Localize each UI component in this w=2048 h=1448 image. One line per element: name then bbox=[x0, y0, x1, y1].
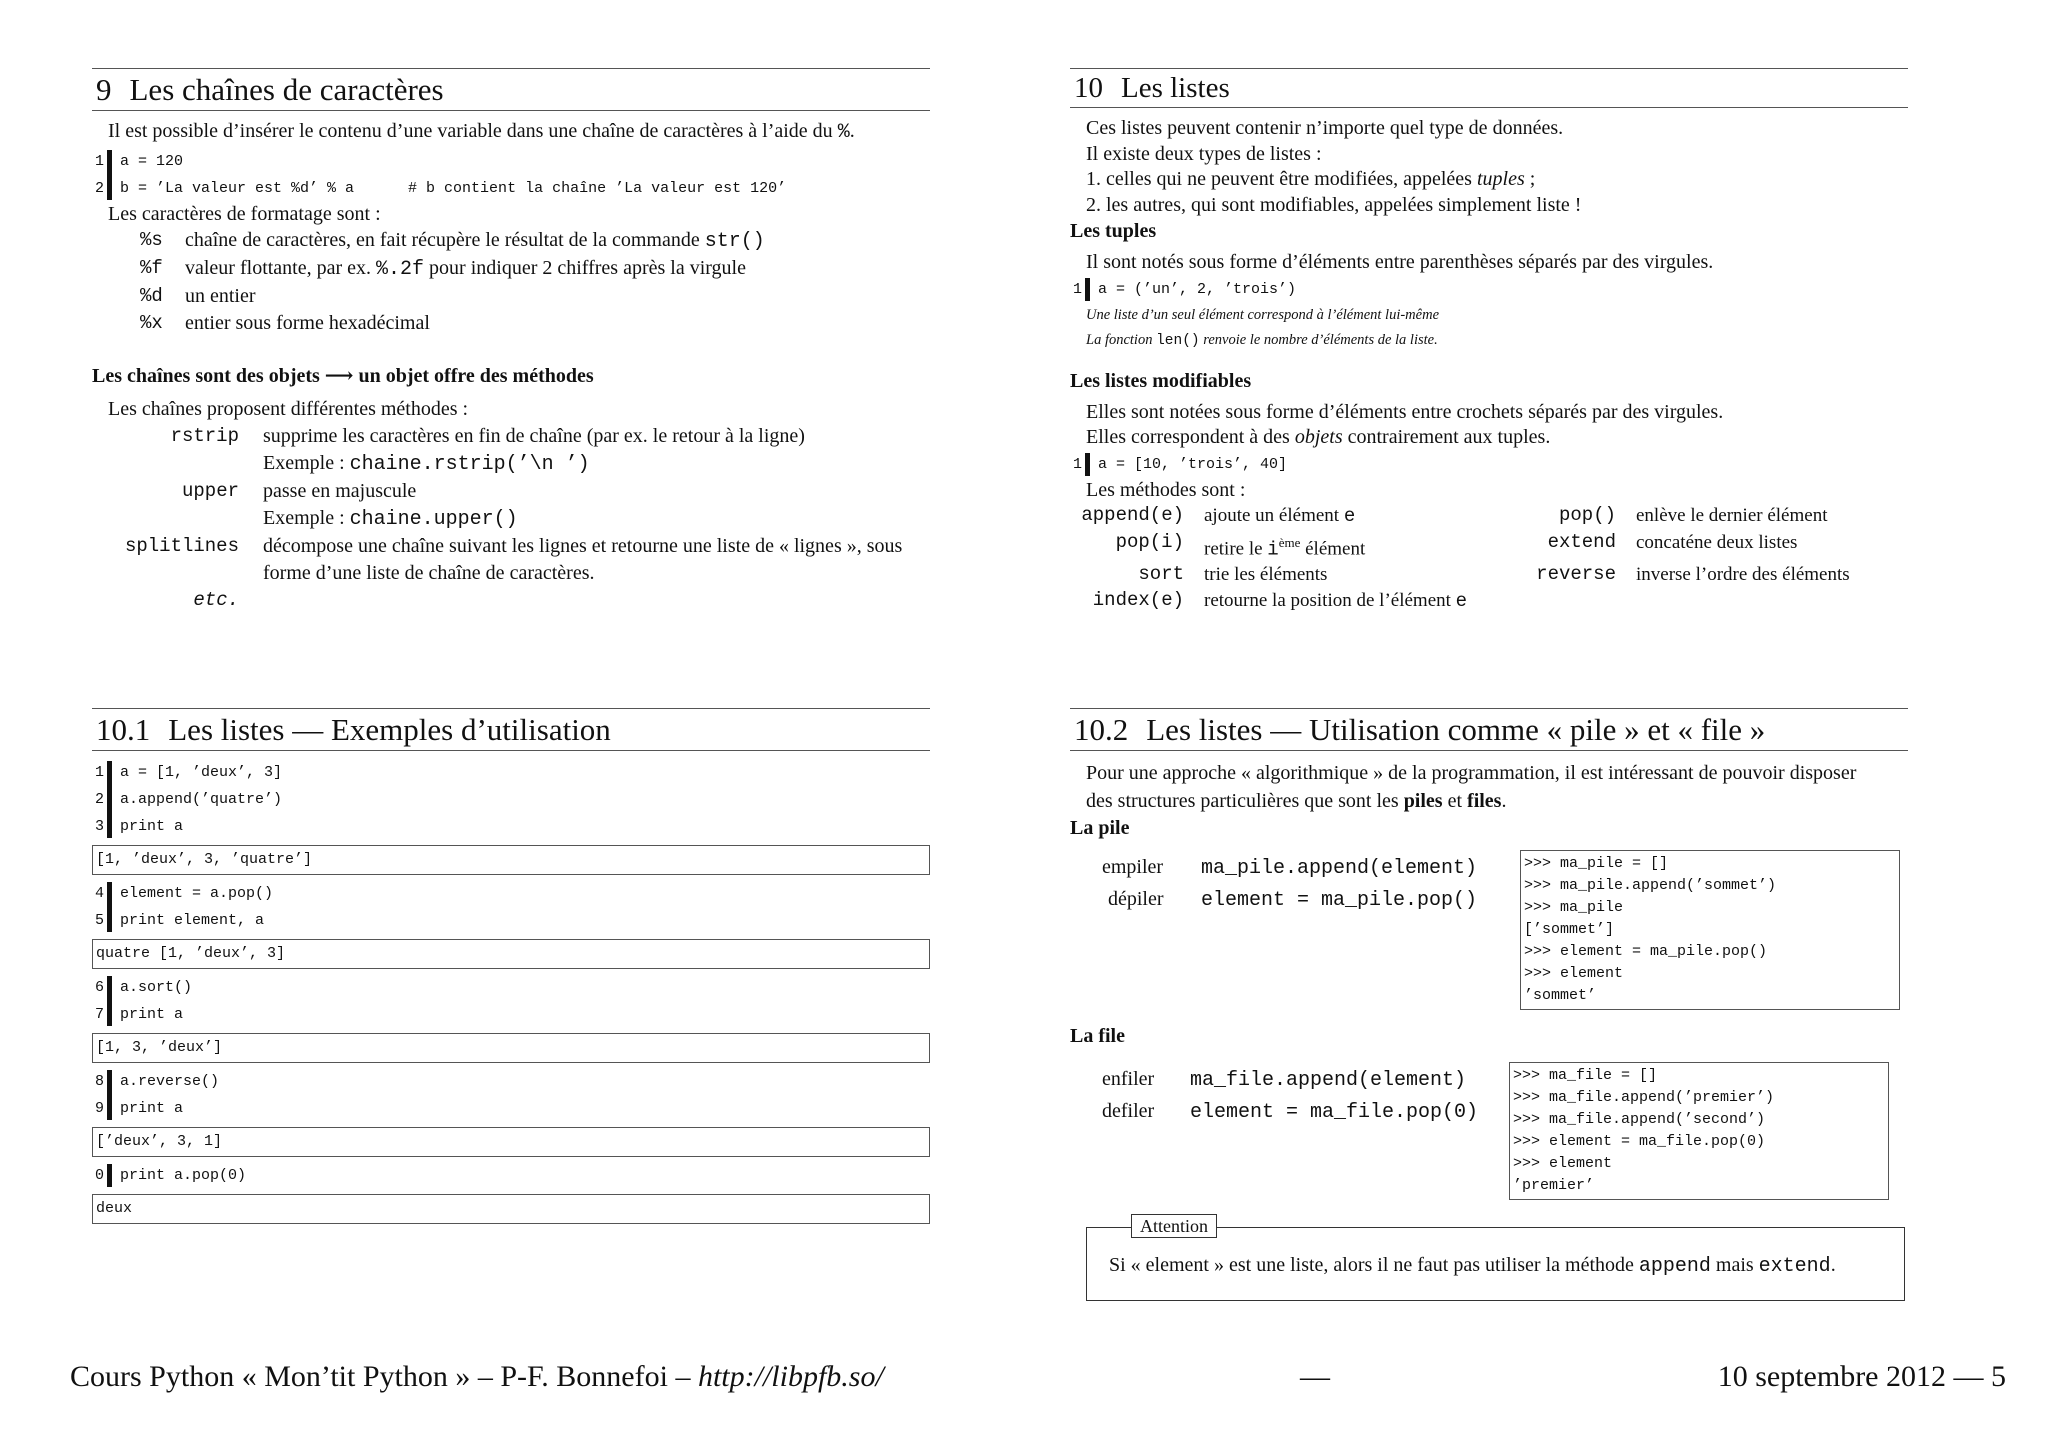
footer-center: — bbox=[1300, 1360, 1330, 1393]
method-row: splitlines décompose une chaîne suivant les lignes et retourne une liste de « lignes », sous forme d’une liste de chaîne de caractères. bbox=[124, 534, 903, 584]
code-block: 6 7 a.sort() print a bbox=[92, 974, 930, 1028]
modifiable-heading: Les listes modifiables bbox=[1070, 369, 1252, 392]
list-method-row: pop(i) retire le $i^{ème}$ élément extend concaténe deux listes bbox=[1115, 530, 1798, 560]
empiler-row: empiler ma_pile.append(element) bbox=[1102, 856, 1478, 880]
s9-methods-intro: Les chaînes proposent différentes méthodes : bbox=[108, 398, 469, 420]
method-row: rstrip supprime les caractères en fin de chaîne (par ex. le retour à la ligne) Exemple : chaine.rstrip(’\n ’) bbox=[170, 424, 805, 476]
output-box: deux bbox=[92, 1194, 930, 1224]
file-heading: La file bbox=[1070, 1025, 1125, 1047]
depiler-row: dépiler element = ma_pile.pop() bbox=[1108, 888, 1478, 912]
modifiable-code: 1 a = [10, ’trois’, 40] bbox=[1070, 451, 1908, 478]
attention-label: Attention bbox=[1131, 1214, 1217, 1238]
section-10: 10 Les listes Ces listes peuvent contenir n’importe quel type de données. Il existe deux types de listes : 1. celles qui ne peuvent être modifiées, appelées tuples ; 2. les autres, qui sont modifiables, appelées simplement liste ! Les tuples Il sont notés sous forme d’éléments entre parenthèses séparés par des virgules. 1 a = (’un’, 2, ’trois’) Une liste d’un seul élément correspond à l’élément lui-même La fonction len() renvoie le nombre d’éléments de la liste. Les listes modifiables Elles sont notées sous forme d’éléments entre crochets séparés par des virgules. Elles correspondent à des objets contrairement aux tuples. 1 a = [10, ’trois’, 40] Les méthodes sont : append(e) ajoute un élément e pop() enlève le dernier élément pop(i) retire le $i^{ème}$ élément extend concaténe deux listes sort trie les éléments reverse inverse l’ordre des éléments index(e) retourne la position de l’élément e bbox=[1070, 68, 1908, 614]
footer-left: Cours Python « Mon’tit Python » – P-F. Bonnefoi – http://libpfb.so/ bbox=[70, 1360, 884, 1393]
section-9 bbox=[92, 68, 930, 614]
footer-right: 10 septembre 2012 — 5 bbox=[1717, 1360, 2006, 1393]
format-row: %d un entier bbox=[140, 285, 256, 307]
tuples-heading: Les tuples bbox=[1070, 220, 1157, 242]
pile-heading: La pile bbox=[1070, 817, 1130, 839]
section-10-heading: 10 Les listes bbox=[1070, 68, 1908, 108]
code-block: 4 5 element = a.pop() print element, a bbox=[92, 880, 930, 934]
output-box: quatre [1, ’deux’, 3] bbox=[92, 939, 930, 969]
format-row: %x entier sous forme hexadécimal bbox=[140, 312, 430, 334]
section-10-2-title: Les listes — Utilisation comme « pile » et « file » bbox=[1146, 712, 1766, 747]
section-10-1-title: Les listes — Exemples d’utilisation bbox=[168, 712, 611, 747]
attention-text: Si « element » est une liste, alors il ne faut pas utiliser la méthode append mais extend. bbox=[1109, 1254, 1836, 1278]
output-box: [1, 3, ’deux’] bbox=[92, 1033, 930, 1063]
format-row: %s chaîne de caractères, en fait récupère le résultat de la commande str() bbox=[140, 229, 765, 253]
tuples-code: 1 a = (’un’, 2, ’trois’) bbox=[1070, 276, 1908, 303]
method-etc: etc. bbox=[193, 588, 239, 611]
s9-format-intro: Les caractères de formatage sont : bbox=[108, 202, 381, 225]
section-10-2-heading: 10.2 Les listes — Utilisation comme « pile » et « file » bbox=[1070, 708, 1908, 751]
code-block: 8 9 a.reverse() print a bbox=[92, 1068, 930, 1122]
pile-example-box: >>> ma_pile = [] >>> ma_pile.append(’sommet’) >>> ma_pile [’sommet’] >>> element = ma_pile.pop() >>> element ’sommet’ bbox=[1520, 850, 1900, 1010]
code-block: 1 2 3 a = [1, ’deux’, 3] a.append(’quatre’) print a bbox=[92, 759, 930, 840]
format-row: %f valeur flottante, par ex. %.2f pour indiquer 2 chiffres après la virgule bbox=[140, 257, 746, 281]
s9-objects-heading: Les chaînes sont des objets ⟶ un objet offre des méthodes bbox=[92, 365, 594, 387]
s9-intro: Il est possible d’insérer le contenu d’une variable dans une chaîne de caractères à l’aide du %. bbox=[108, 120, 855, 144]
output-box: [1, ’deux’, 3, ’quatre’] bbox=[92, 845, 930, 875]
defiler-row: defiler element = ma_file.pop(0) bbox=[1102, 1100, 1479, 1124]
s9-code-block: 1 2 a = 120 b = ’La valeur est %d’ % a # b contient la chaîne ’La valeur est 120’ bbox=[92, 148, 930, 202]
list-method-row: append(e) ajoute un élément e pop() enlève le dernier élément bbox=[1081, 504, 1828, 527]
output-box: [’deux’, 3, 1] bbox=[92, 1127, 930, 1157]
enfiler-row: enfiler ma_file.append(element) bbox=[1102, 1068, 1467, 1092]
section-10-2: 10.2 Les listes — Utilisation comme « pile » et « file » Pour une approche « algorithmique » de la programmation, il est intéressant de pouvoir disposer des structures particulières que sont les piles et files. La pile empiler ma_pile.append(element) dépiler element = ma_pile.pop() >>> ma_pile = [] >>> ma_pile.append(’sommet’) >>> ma_pile [’sommet’] >>> element = ma_pile.pop() >>> element ’sommet’ La file enfiler ma_file.append(element) defiler element = ma_file.pop(0) >>> ma_file = [] >>> ma_file.append(’premier’) >>> ma_file.append(’second’) >>> element = ma_file.pop(0) >>> element ’premier’ Attention Si « element » est une liste, alors il ne faut pas utiliser la méthode append mais extend. bbox=[1070, 708, 1908, 1318]
code-block: 0 print a.pop(0) bbox=[92, 1162, 930, 1189]
section-9-title: Les chaînes de caractères bbox=[129, 72, 444, 107]
list-method-row: index(e) retourne la position de l’élément e bbox=[1092, 588, 1468, 612]
attention-box bbox=[1086, 1216, 1905, 1301]
method-row: upper passe en majuscule Exemple : chaine.upper() bbox=[181, 479, 518, 531]
file-example-box: >>> ma_file = [] >>> ma_file.append(’premier’) >>> ma_file.append(’second’) >>> element = ma_file.pop(0) >>> element ’premier’ bbox=[1509, 1062, 1889, 1200]
list-method-row: sort trie les éléments reverse inverse l’ordre des éléments bbox=[1138, 563, 1850, 586]
section-9-heading: 9 Les chaînes de caractères bbox=[92, 68, 930, 111]
section-10-title: Les listes bbox=[1121, 72, 1230, 104]
section-10-1 bbox=[92, 708, 930, 1229]
section-10-1-heading: 10.1 Les listes — Exemples d’utilisation bbox=[92, 708, 930, 751]
footer-url[interactable]: http://libpfb.so/ bbox=[697, 1360, 884, 1393]
